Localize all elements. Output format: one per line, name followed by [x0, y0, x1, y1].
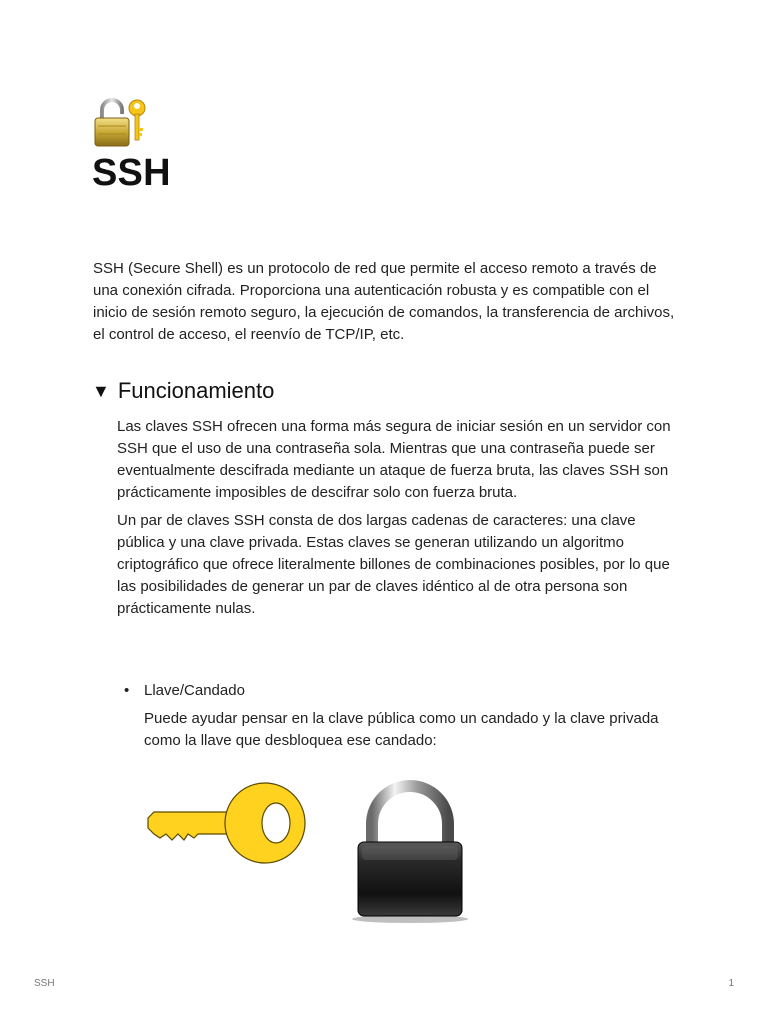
- footer-document-name: SSH: [34, 978, 55, 989]
- black-padlock-icon: [340, 780, 480, 925]
- section-heading: Funcionamiento: [117, 378, 275, 403]
- yellow-key-icon: [140, 778, 310, 868]
- bullet-list: [124, 680, 664, 702]
- bullet-description: Puede ayudar pensar en la clave pública como un candado y la clave privada como la llave que desbloquea ese candado:: [144, 710, 659, 749]
- bullet-label: Llave/Candado: [144, 682, 245, 699]
- paragraph-par-claves: Un par de claves SSH consta de dos largas cadenas de caracteres: una clave pública y una clave privada. Estas claves se generan utilizando un algoritmo criptográfico que ofrece literalmente billones de combinaciones posibles, por lo que las posibilidades de generar un par de claves idéntico al de otra persona son prácticamente nulas.: [117, 512, 670, 617]
- toggle-content: [117, 416, 683, 626]
- toggle-triangle-icon[interactable]: ▼: [92, 381, 110, 401]
- lock-with-key-icon: [92, 96, 150, 148]
- page-title: SSH: [92, 152, 171, 194]
- footer-page-number: 1: [728, 978, 734, 989]
- bullet-icon: •: [124, 682, 130, 699]
- intro-paragraph: SSH (Secure Shell) es un protocolo de red que permite el acceso remoto a través de una conexión cifrada. Proporciona una autenticación robusta y es compatible con el inicio de sesión remoto seguro, la ejecución de comandos, la transferencia de archivos, el control de acceso, el reenvío de TCP/IP, etc.: [93, 260, 675, 343]
- toggle-funcionamiento[interactable]: [92, 378, 274, 404]
- list-item: [124, 680, 664, 702]
- paragraph-claves-ssh: Las claves SSH ofrecen una forma más segura de iniciar sesión en un servidor con SSH que el uso de una contraseña sola. Mientras que una contraseña puede ser eventualmente descifrada mediante un ataque de fuerza bruta, las claves SSH son prácticamente imposibles de descifrar solo con fuerza bruta.: [117, 418, 671, 501]
